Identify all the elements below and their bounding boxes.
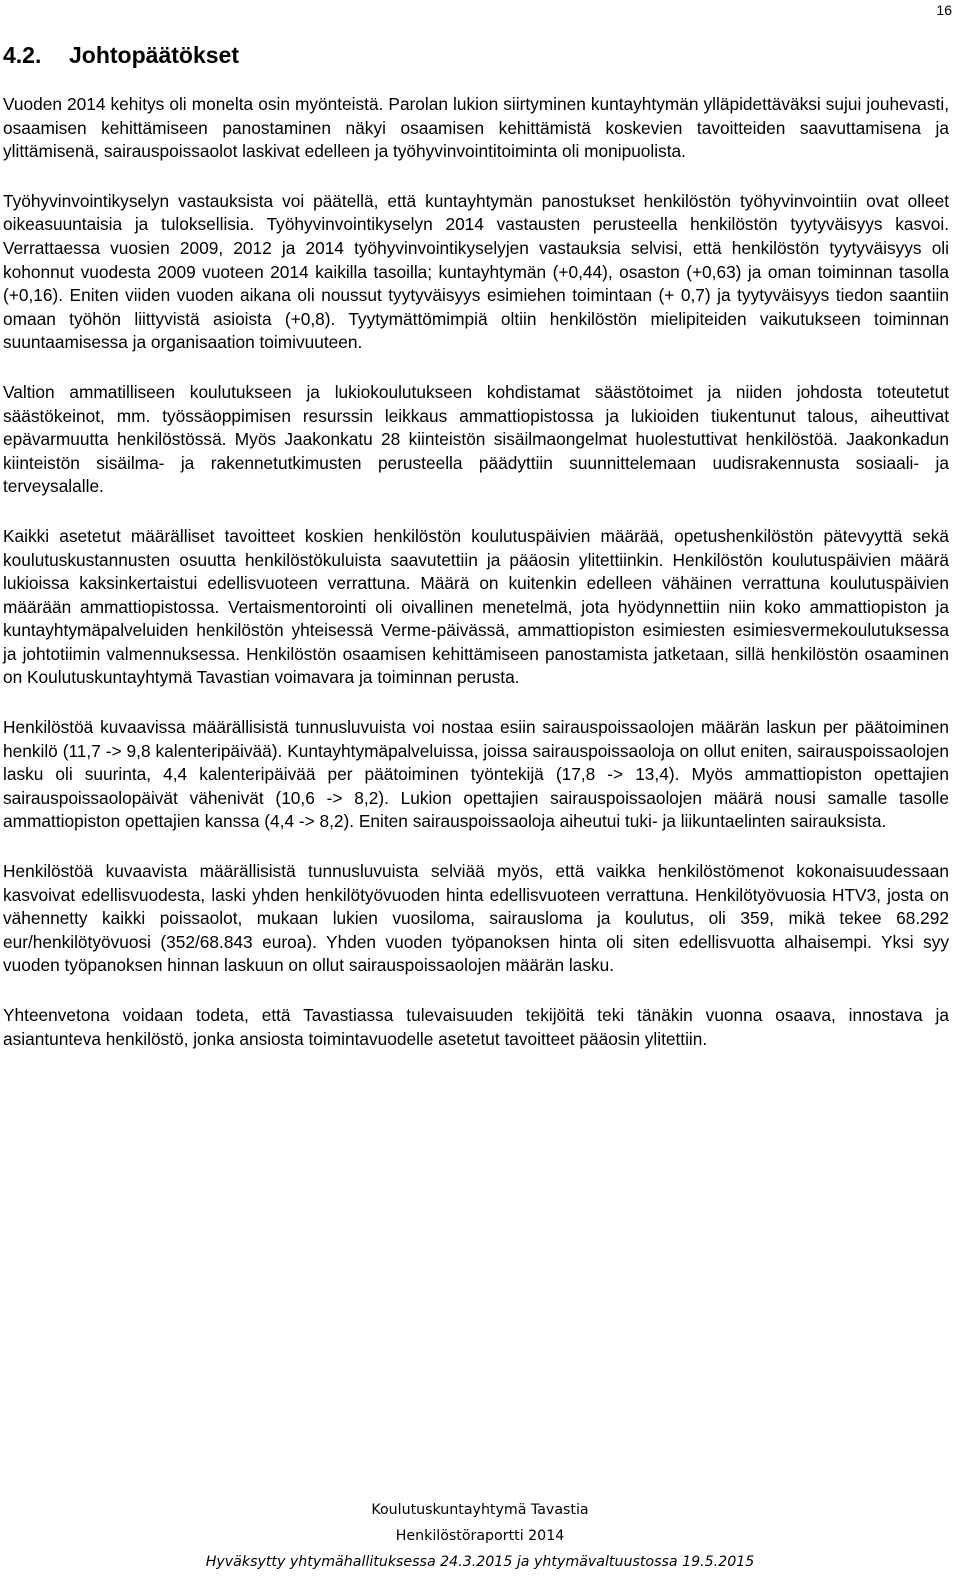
paragraph: Työhyvinvointikyselyn vastauksista voi päätellä, että kuntayhtymän panostukset henkilöstön työhyvinvointiin ovat olleet oikeasuuntaisia ja tuloksellisia. Työhyvinvointikyselyn 2014 vastausten perusteella henkilöstön tyytyväisyys kasvoi. Verrattaessa vuosien 2009, 2012 ja 2014 työhyvinvointikyselyjen vastauksia selvisi, että henkilöstön tyytyväisyys oli kohonnut vuodesta 2009 vuoteen 2014 kaikilla tasoilla; kuntayhtymän (+0,44), osaston (+0,63) ja oman toiminnan tasolla (+0,16). Eniten viiden vuoden aikana oli noussut tyytyväisyys esimiehen toimintaan (+ 0,7) ja tyytyväisyys tiedon saantiin omaan työhön liittyvistä asioista (+0,8). Tyytymättömimpiä oltiin henkilöstön mielipiteiden vaikutukseen toiminnan suuntaamisessa ja organisaation toimivuuteen. bbox=[3, 190, 949, 353]
page-number: 16 bbox=[936, 2, 952, 18]
paragraph: Henkilöstöä kuvaavissa määrällisistä tunnusluvuista voi nostaa esiin sairauspoissaolojen määrän laskun per päätoiminen henkilö (11,7 -> 9,8 kalenteripäivää). Kuntayhtymäpalveluissa, joissa sairauspoissaoloja on ollut eniten, sairauspoissaolojen lasku oli suurinta, 4,4 kalenteripäivää per päätoiminen työntekijä (17,8 -> 13,4). Myös ammattiopiston opettajien sairauspoissaolopäivät vähenivät (10,6 -> 8,2). Lukion opettajien sairauspoissaolojen määrä nousi samalle tasolle ammattiopiston opettajien kanssa (4,4 -> 8,2). Eniten sairauspoissaoloja aiheutui tuki- ja liikuntaelinten sairauksista. bbox=[3, 717, 949, 832]
section-title: Johtopäätökset bbox=[69, 42, 239, 68]
footer-report-title: Henkilöstöraportti 2014 bbox=[395, 1528, 565, 1544]
body-text bbox=[3, 93, 949, 1077]
section-number: 4.2. bbox=[3, 42, 42, 68]
paragraph: Henkilöstöä kuvaavista määrällisistä tunnusluvuista selviää myös, että vaikka henkilöstömenot kokonaisuudessaan kasvoivat edellisvuodesta, laski yhden henkilötyövuoden hinta edellisvuoteen verrattuna. Henkilötyövuosia HTV3, josta on vähennetty kaikki poissaolot, mukaan lukien vuosiloma, sairausloma ja koulutus, oli 359, mikä tekee 68.292 eur/henkilötyövuosi (352/68.843 euroa). Yhden vuoden työpanoksen hinta oli siten edellisvuotta alhaisempi. Yksi syy vuoden työpanoksen hinnan laskuun on ollut sairauspoissaolojen määrän lasku. bbox=[3, 861, 949, 976]
paragraph: Valtion ammatilliseen koulutukseen ja lukiokoulutukseen kohdistamat säästötoimet ja niiden johdosta toteutetut säästökeinot, mm. työssäoppimisen resurssin leikkaus ammattiopistossa ja lukioiden tiukentunut talous, aiheuttivat epävarmuutta henkilöstössä. Myös Jaakonkatu 28 kiinteistön sisäilmaongelmat huolestuttivat henkilöstöä. Jaakonkadun kiinteistön sisäilma- ja rakennetutkimusten perusteella päädyttiin suunnittelemaan uudisrakennusta sosiaali- ja terveysalalle. bbox=[3, 381, 949, 497]
footer-approval-note: Hyväksytty yhtymähallituksessa 24.3.2015 ja yhtymävaltuustossa 19.5.2015 bbox=[205, 1554, 755, 1570]
paragraph: Vuoden 2014 kehitys oli monelta osin myönteistä. Parolan lukion siirtyminen kuntayhtymän ylläpidettäväksi sujui jouhevasti, osaamisen kehittämiseen panostaminen näkyi osaamisen kehittämistä koskevien tavoitteiden saavuttamisena ja ylittämisenä, sairauspoissaolot laskivat edelleen ja työhyvinvointitoiminta oli monipuolista. bbox=[3, 94, 949, 162]
footer-organization: Koulutuskuntayhtymä Tavastia bbox=[371, 1502, 589, 1518]
section-heading bbox=[3, 40, 239, 70]
page-footer bbox=[0, 1497, 960, 1575]
paragraph: Yhteenvetona voidaan todeta, että Tavastiassa tulevaisuuden tekijöitä teki tänäkin vuonna osaava, innostava ja asiantunteva henkilöstö, jonka ansiosta toimintavuodelle asetetut tavoitteet pääosin ylitettiin. bbox=[3, 1005, 949, 1049]
paragraph: Kaikki asetetut määrälliset tavoitteet koskien henkilöstön koulutuspäivien määrää, opetushenkilöstön pätevyyttä sekä koulutuskustannusten osuutta henkilöstökuluista saavutettiin ja pääosin ylitettiinkin. Henkilöstön koulutuspäivien määrä lukioissa kaksinkertaistui edellisvuoteen verrattuna. Määrä on kuitenkin edelleen vähäinen verrattuna koulutuspäivien määrään ammattiopistossa. Vertaismentorointi oli oivallinen menetelmä, jota hyödynnettiin niin koko ammattiopiston ja kuntayhtymäpalveluiden henkilöstön yhteisessä Verme-päivässä, ammattiopiston esimiesten esimiesvermekoulutuksessa ja johtotiimin valmennuksessa. Henkilöstön osaamisen kehittämiseen panostamista jatketaan, sillä henkilöstön osaaminen on Koulutuskuntayhtymä Tavastian voimavara ja toiminnan perusta. bbox=[3, 525, 949, 688]
